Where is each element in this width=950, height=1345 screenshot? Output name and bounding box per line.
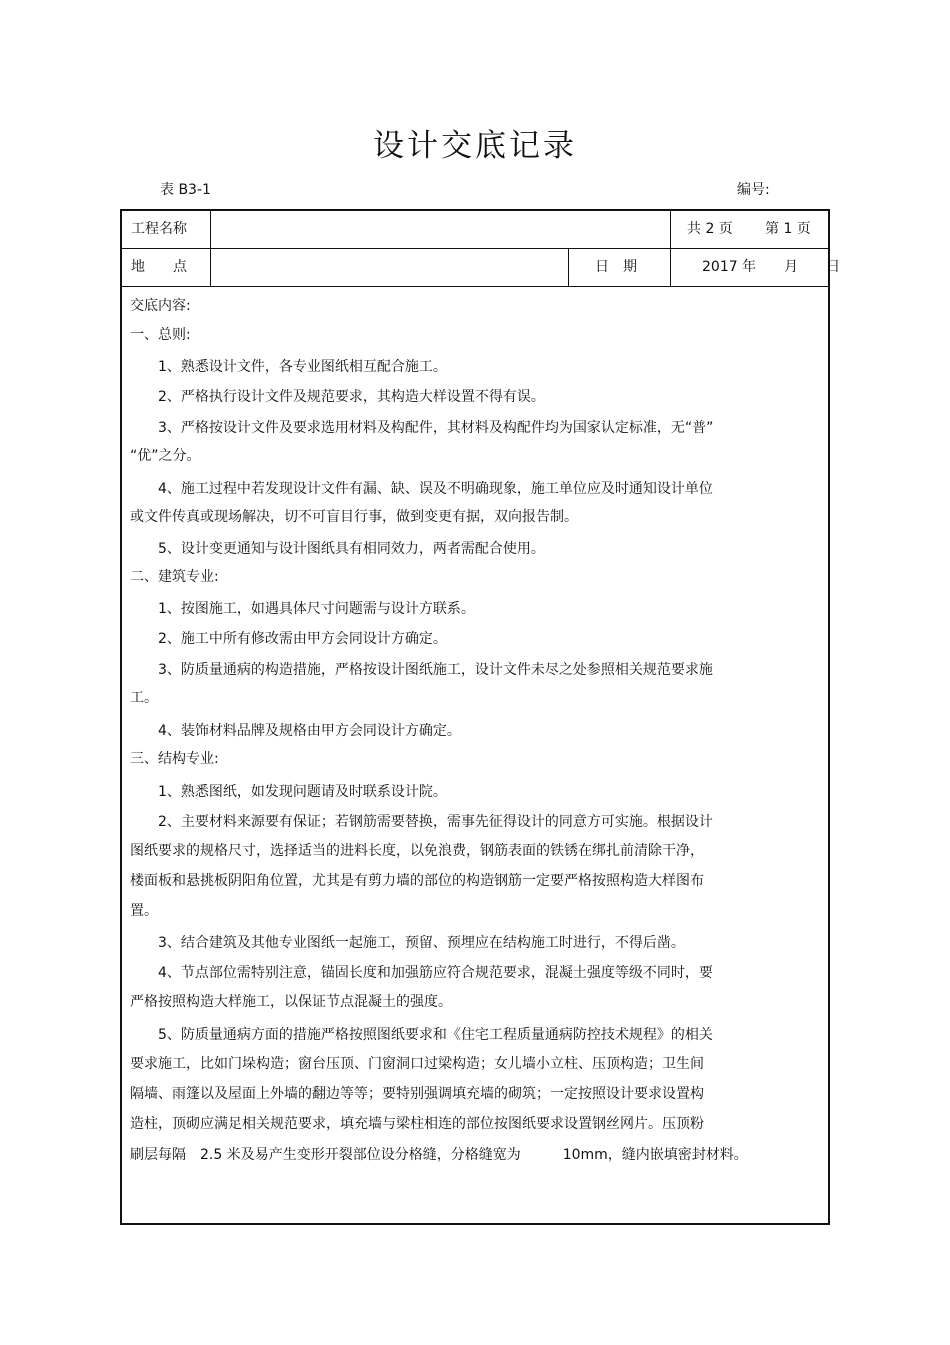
column-divider [670,211,671,286]
content-line: 1、熟悉设计文件，各专业图纸相互配合施工。 [158,359,447,375]
content-line: 4、节点部位需特别注意，锚固长度和加强筋应符合规范要求，混凝土强度等级不同时，要 [158,965,713,981]
content-line: 严格按照构造大样施工，以保证节点混凝土的强度。 [130,994,452,1010]
date-value: 2017 年 月 日 [702,259,841,275]
content-line: 1、按图施工，如遇具体尺寸问题需与设计方联系。 [158,601,475,617]
project-name-label: 工程名称 [131,221,187,237]
form-number: 表 B3-1 [160,182,211,198]
content-line: 5、设计变更通知与设计图纸具有相同效力，两者需配合使用。 [158,541,545,557]
content-line: 要求施工，比如门垛构造；窗台压顶、门窗洞口过梁构造；女儿墙小立柱、压顶构造；卫生间 [130,1056,704,1072]
content-line: “优”之分。 [130,448,201,464]
date-label: 日 期 [595,259,637,275]
content-line: 2、严格执行设计文件及规范要求，其构造大样设置不得有误。 [158,389,545,405]
content-line: 工。 [130,690,158,706]
content-line: 图纸要求的规格尺寸，选择适当的进料长度，以免浪费，钢筋表面的铁锈在绑扎前清除干净， [130,843,704,859]
content-line: 3、结合建筑及其他专业图纸一起施工，预留、预埋应在结构施工时进行，不得后凿。 [158,935,685,951]
content-line: 2、主要材料来源要有保证；若钢筋需要替换，需事先征得设计的同意方可实施。根据设计 [158,814,713,830]
content-line: 隔墙、雨篷以及屋面上外墙的翻边等等；要特别强调填充墙的砌筑；一定按照设计要求设置构 [130,1086,704,1102]
column-divider [210,211,211,286]
content-line: 2、施工中所有修改需由甲方会同设计方确定。 [158,631,447,647]
content-line: 置。 [130,903,158,919]
content-line: 4、装饰材料品牌及规格由甲方会同设计方确定。 [158,723,461,739]
content-line: 刷层每隔 2.5 米及易产生变形开裂部位设分格缝，分格缝宽为 10mm，缝内嵌填密封材料。 [130,1147,748,1163]
content-line: 三、结构专业: [130,751,219,767]
content-line: 或文件传真或现场解决，切不可盲目行事，做到变更有据，双向报告制。 [130,509,578,525]
content-line: 一、总则: [130,327,191,343]
serial-number-label: 编号: [737,182,770,198]
column-divider [568,248,569,286]
page-number: 第 1 页 [765,221,811,237]
content-line: 造柱，顶砌应满足相关规范要求，填充墙与梁柱相连的部位按图纸要求设置钢丝网片。压顶粉 [130,1116,704,1132]
content-line: 楼面板和悬挑板阴阳角位置，尤其是有剪力墙的部位的构造钢筋一定要严格按照构造大样图布 [130,873,704,889]
location-label: 地 点 [131,259,187,275]
page-title: 设计交底记录 [373,128,577,164]
content-line: 1、熟悉图纸，如发现问题请及时联系设计院。 [158,784,447,800]
row-divider [122,286,828,287]
page-count: 共 2 页 [687,221,733,237]
content-intro: 交底内容: [130,298,191,314]
content-line: 4、施工过程中若发现设计文件有漏、缺、误及不明确现象，施工单位应及时通知设计单位 [158,481,713,497]
record-table [120,209,841,1225]
content-line: 3、严格按设计文件及要求选用材料及构配件，其材料及构配件均为国家认定标准，无“普” [158,420,714,436]
content-line: 3、防质量通病的构造措施，严格按设计图纸施工，设计文件未尽之处参照相关规范要求施 [158,662,713,678]
content-line: 二、建筑专业: [130,569,219,585]
row-divider [122,248,828,249]
content-line: 5、防质量通病方面的措施严格按照图纸要求和《住宅工程质量通病防控技术规程》的相关 [158,1027,713,1043]
